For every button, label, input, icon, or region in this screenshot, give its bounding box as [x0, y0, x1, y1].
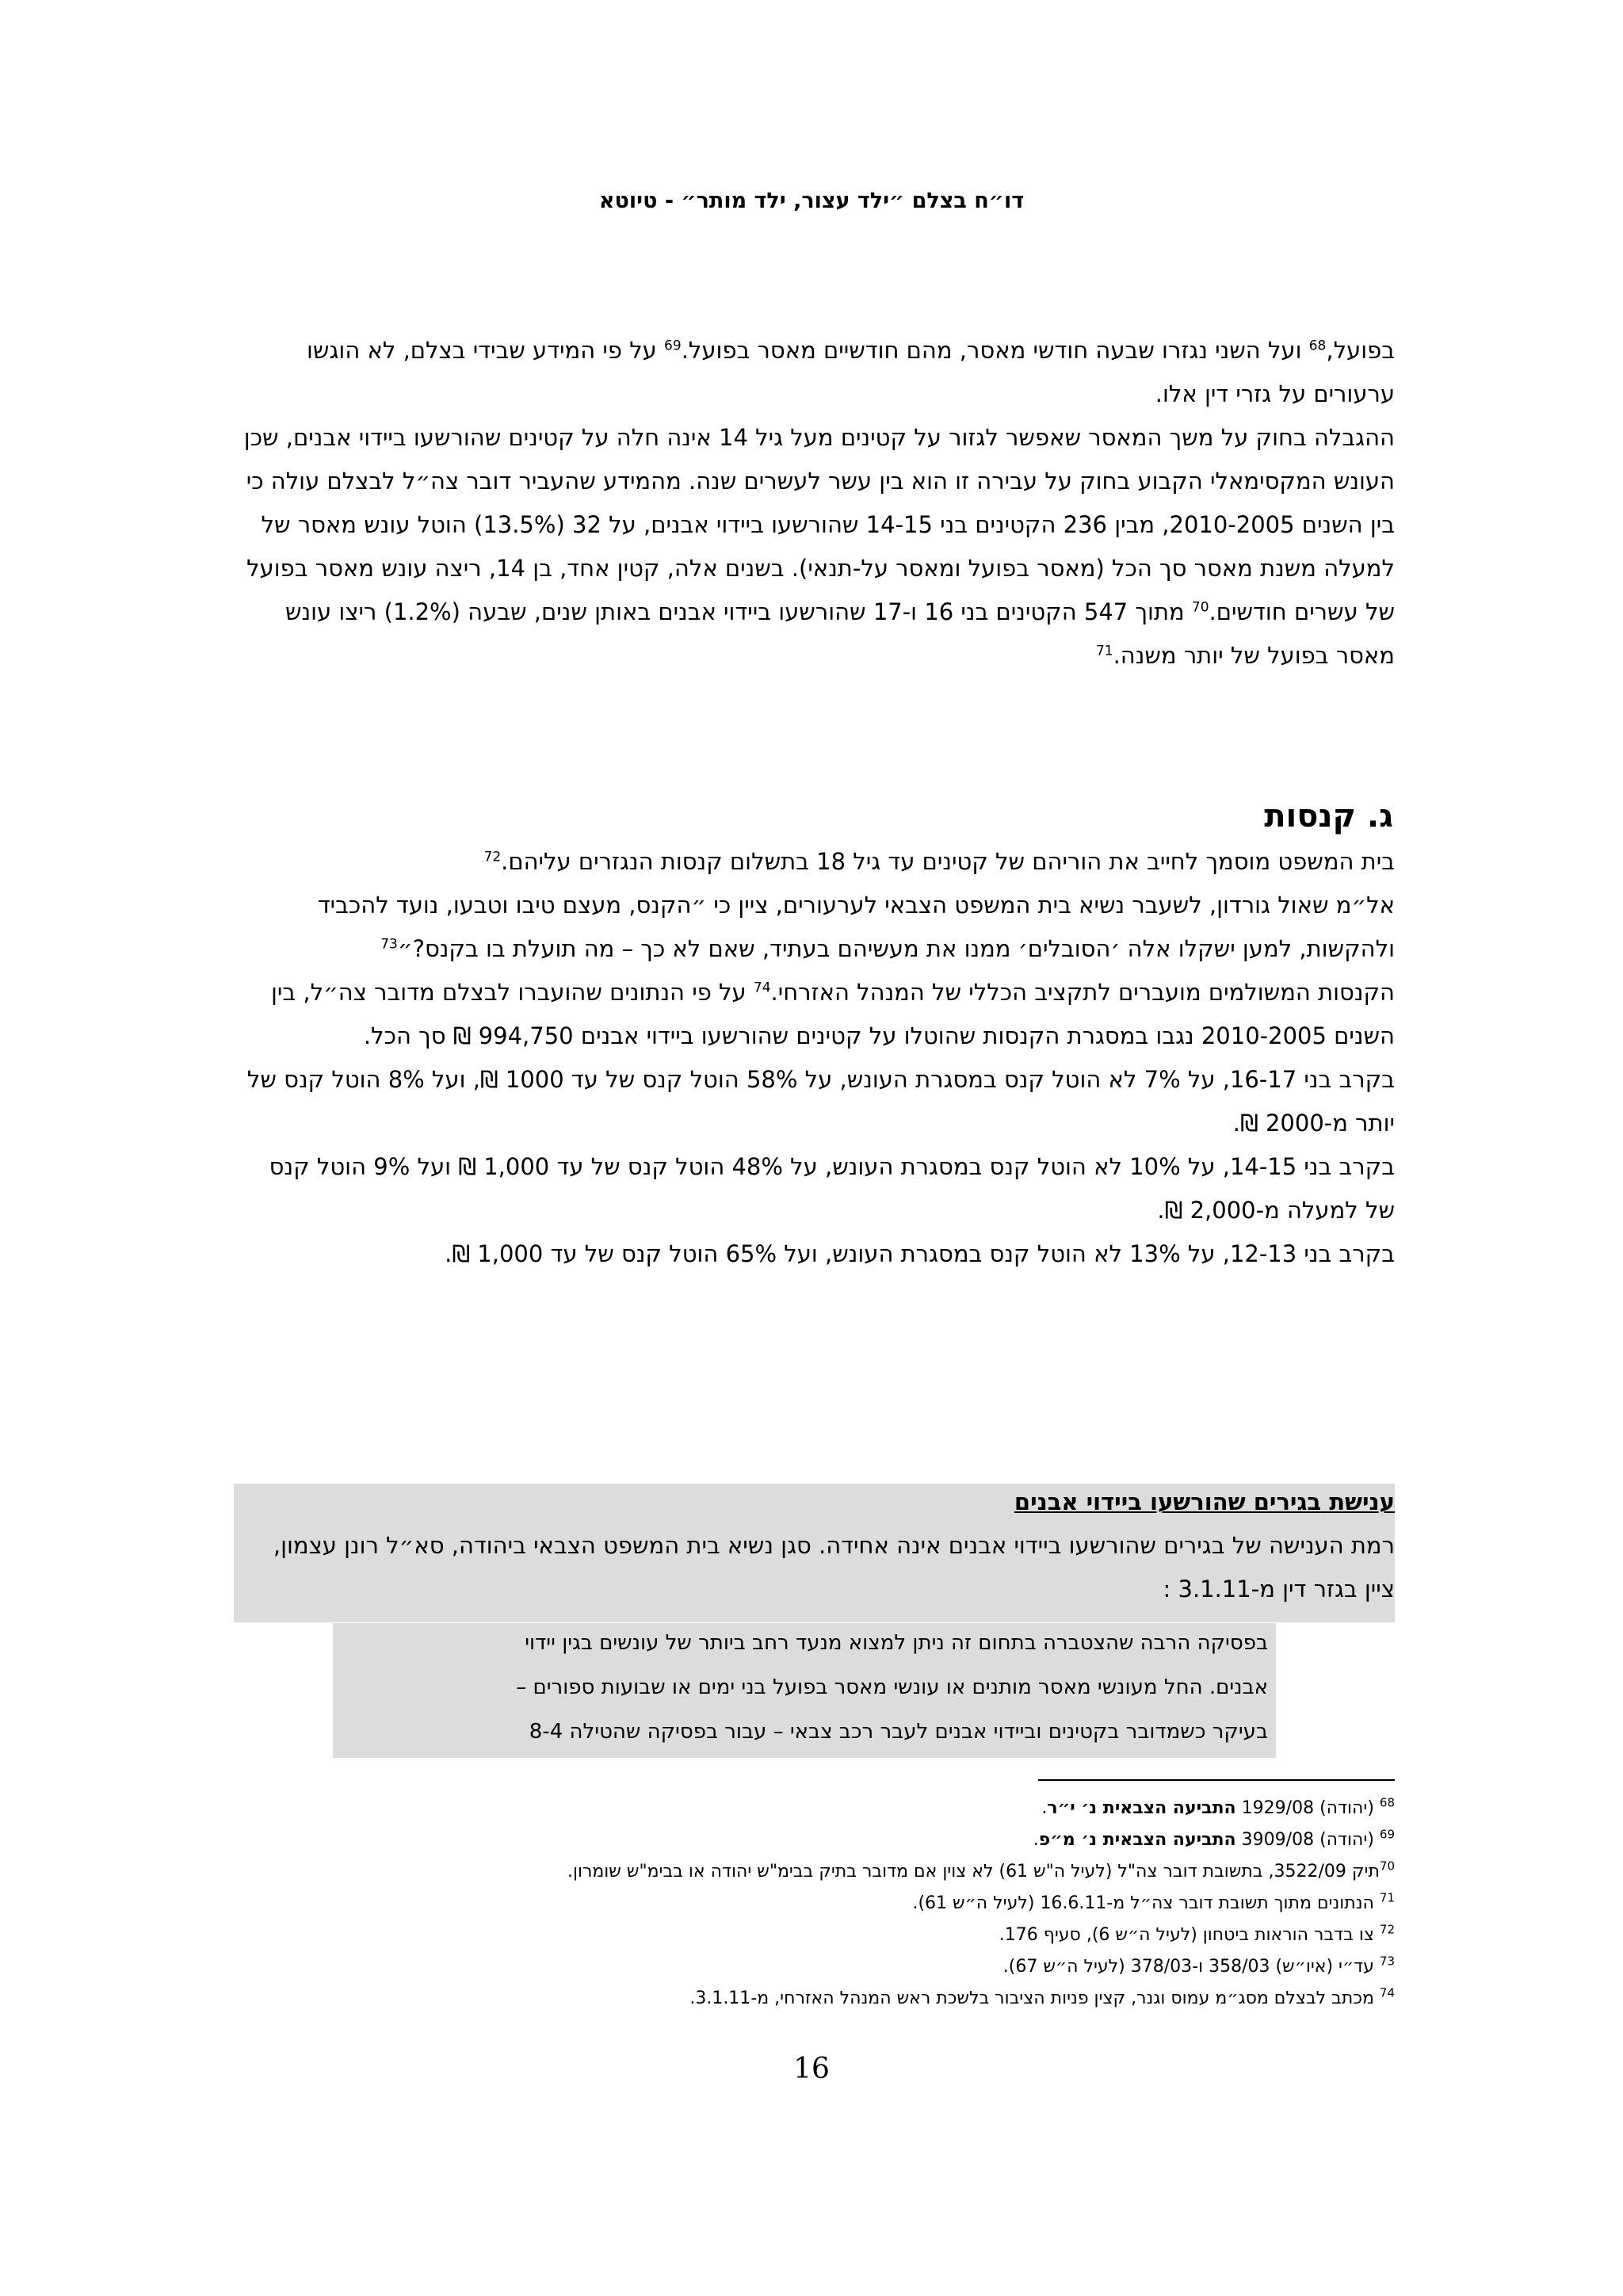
- paragraph-text: ההגבלה בחוק על משך המאסר שאפשר לגזור על קטינים מעל גיל 14 אינה חלה על קטינים שהורשעו ביידוי אבנים, שכן העונש המקסימאלי הקבוע בחוק על עבירה זו הוא בין עשר לעשרים שנה. מהמידע שהעביר דובר צה״ל לבצלם עולה כי בין השנים 2010-2005, מבין 236 הקטינים בני 14-15 שהורשעו ביידוי אבנים, על 32 (13.5%) הוטל עונש מאסר של למעלה משנת מאסר סך הכל (מאסר בפועל ומאסר על-תנאי). בשנים אלה, קטין אחד, בן 14, ריצה עונש מאסר בפועל של עשרים חודשים.: [243, 424, 1395, 625]
- footnote-text: (יהודה) 1929/08: [1235, 1798, 1380, 1818]
- footnote-number: 68: [1379, 1795, 1395, 1810]
- paragraph-text: אל״מ שאול גורדון, לשעבר נשיא בית המשפט הצבאי לערעורים, ציין כי ״הקנס, מעצם טיבו וטבעו, נועד להכביד ולהקשות, למען ישקלו אלה ׳הסובלים׳ ממנו את מעשיהם בעתיד, שאם לא כך – מה תועלת בו בקנס?״: [317, 892, 1395, 962]
- footnote-ref: 68: [1308, 338, 1327, 354]
- footnote-text: מכתב לבצלם מסג״מ עמוס וגנר, קצין פניות הציבור בלשכת ראש המנהל האזרחי, מ-3.1.11.: [689, 1988, 1380, 2008]
- footnote-number: 74: [1379, 1985, 1395, 2000]
- footnote: [238, 1824, 1395, 1856]
- footnote-text: (יהודה) 3909/08: [1235, 1830, 1380, 1850]
- footnote-ref: 70: [1191, 599, 1209, 616]
- footnote-case-name: התביעה הצבאית נ׳ מ״פ: [1038, 1830, 1236, 1850]
- quote-line: בעיקר כשמדובר בקטינים וביידוי אבנים לעבר רכב צבאי – עבור בפסיקה שהטילה 8-4: [529, 1720, 1268, 1744]
- footnote-ref: 74: [753, 980, 771, 996]
- footnote-text: .: [1033, 1830, 1039, 1850]
- footnotes: [238, 1793, 1395, 2015]
- paragraph: [238, 840, 1395, 884]
- footnote-text: עד״י (איו״ש) 358/03 ו-378/03 (לעיל ה״ש 67).: [1002, 1957, 1380, 1977]
- paragraph-text: מתוך 547 הקטינים בני 16 ו-17 שהורשעו ביידוי אבנים באותן שנים, שבעה (1.2%) ריצו עונש מאסר בפועל של יותר משנה.: [285, 598, 1395, 669]
- paragraph: בקרב בני 14-15, על 10% לא הוטל קנס במסגרת העונש, על 48% הוטל קנס של עד 1,000 ₪ ועל 9% הוטל קנס של למעלה מ-2,000 ₪.: [269, 1153, 1395, 1224]
- adults-paragraph: רמת הענישה של בגירים שהורשעו ביידוי אבנים אינה אחידה. סגן נשיא בית המשפט הצבאי ביהודה, סא״ל רונן עצמון, ציין בגזר דין מ-3.1.11 :: [273, 1532, 1395, 1603]
- footnote: [238, 1951, 1395, 1983]
- adults-title: ענישת בגירים שהורשעו ביידוי אבנים: [1014, 1488, 1395, 1515]
- paragraph: [238, 416, 1395, 678]
- footnote: [238, 1983, 1395, 2015]
- footnote-separator: [1038, 1779, 1395, 1781]
- quote-line: בפסיקה הרבה שהצטברה בתחום זה ניתן למצוא מנעד רחב ביותר של עונשים בגין יידוי: [525, 1631, 1268, 1655]
- footnote-text: תיק 3522/09, בתשובת דובר צה"ל (לעיל ה"ש 61) לא צוין אם מדובר בתיק בבימ"ש יהודה או בבימ"ש שומרון.: [567, 1862, 1380, 1881]
- footnote: [238, 1888, 1395, 1920]
- paragraph: [238, 884, 1395, 971]
- paragraph-text: בפועל,: [1326, 337, 1395, 364]
- footnote-text: צו בדבר הוראות ביטחון (לעיל ה״ש 6), סעיף 176.: [999, 1925, 1380, 1945]
- footnote-text: .: [1041, 1798, 1048, 1818]
- paragraph-text: על פי המידע שבידי בצלם, לא הוגשו ערעורים על גזרי דין אלו.: [307, 337, 1395, 407]
- paragraph-text: הקנסות המשולמים מועברים לתקציב הכללי של המנהל האזרחי.: [770, 979, 1395, 1006]
- footnote-case-name: התביעה הצבאית נ׳ י״ר: [1047, 1798, 1236, 1818]
- footnote: [238, 1793, 1395, 1824]
- quote-line: אבנים. החל מעונשי מאסר מותנים או עונשי מאסר בפועל בני ימים או שבועות ספורים –: [516, 1675, 1268, 1699]
- paragraph-text: בית המשפט מוסמך לחייב את הוריהם של קטינים עד גיל 18 בתשלום קנסות הנגזרים עליהם.: [501, 848, 1395, 875]
- footnote: [238, 1856, 1395, 1888]
- page-header: דו״ח בצלם ״ילד עצור, ילד מותר״ - טיוטא: [598, 189, 1025, 213]
- footnote-number: 70: [1379, 1859, 1395, 1874]
- footnote-ref: 69: [664, 338, 682, 354]
- paragraph-text: ועל השני נגזרו שבעה חודשי מאסר, מהם חודשיים מאסר בפועל.: [681, 337, 1309, 364]
- section-heading: ג. קנסות: [1264, 798, 1393, 835]
- footnote-number: 69: [1379, 1827, 1395, 1842]
- fines-section: [238, 840, 1395, 1276]
- footnote-number: 72: [1379, 1922, 1395, 1937]
- top-section: [238, 329, 1395, 678]
- paragraph: בקרב בני 16-17, על 7% לא הוטל קנס במסגרת העונש, על 58% הוטל קנס של עד 1000 ₪, ועל 8% הוטל קנס של יותר מ-2000 ₪.: [246, 1066, 1395, 1137]
- footnote-text: הנתונים מתוך תשובת דובר צה״ל מ-16.6.11 (לעיל ה״ש 61).: [912, 1893, 1380, 1913]
- footnote-number: 73: [1379, 1954, 1395, 1969]
- paragraph-text: על פי הנתונים שהועברו לבצלם מדובר צה״ל, בין השנים 2010-2005 נגבו במסגרת הקנסות שהוטלו על קטינים שהורשעו ביידוי אבנים 994,750 ₪ סך הכל.: [271, 979, 1395, 1049]
- paragraph: בקרב בני 12-13, על 13% לא הוטל קנס במסגרת העונש, ועל 65% הוטל קנס של עד 1,000 ₪.: [445, 1240, 1395, 1267]
- paragraph: [238, 971, 1395, 1058]
- page-number: 16: [793, 2053, 830, 2085]
- adults-section: [238, 1480, 1395, 1611]
- block-quote: [349, 1621, 1268, 1754]
- footnote-ref: 72: [483, 849, 502, 865]
- footnote: [238, 1920, 1395, 1951]
- paragraph: [238, 329, 1395, 416]
- footnote-number: 71: [1379, 1890, 1395, 1905]
- footnote-ref: 73: [380, 936, 398, 953]
- footnote-ref: 71: [1095, 643, 1113, 659]
